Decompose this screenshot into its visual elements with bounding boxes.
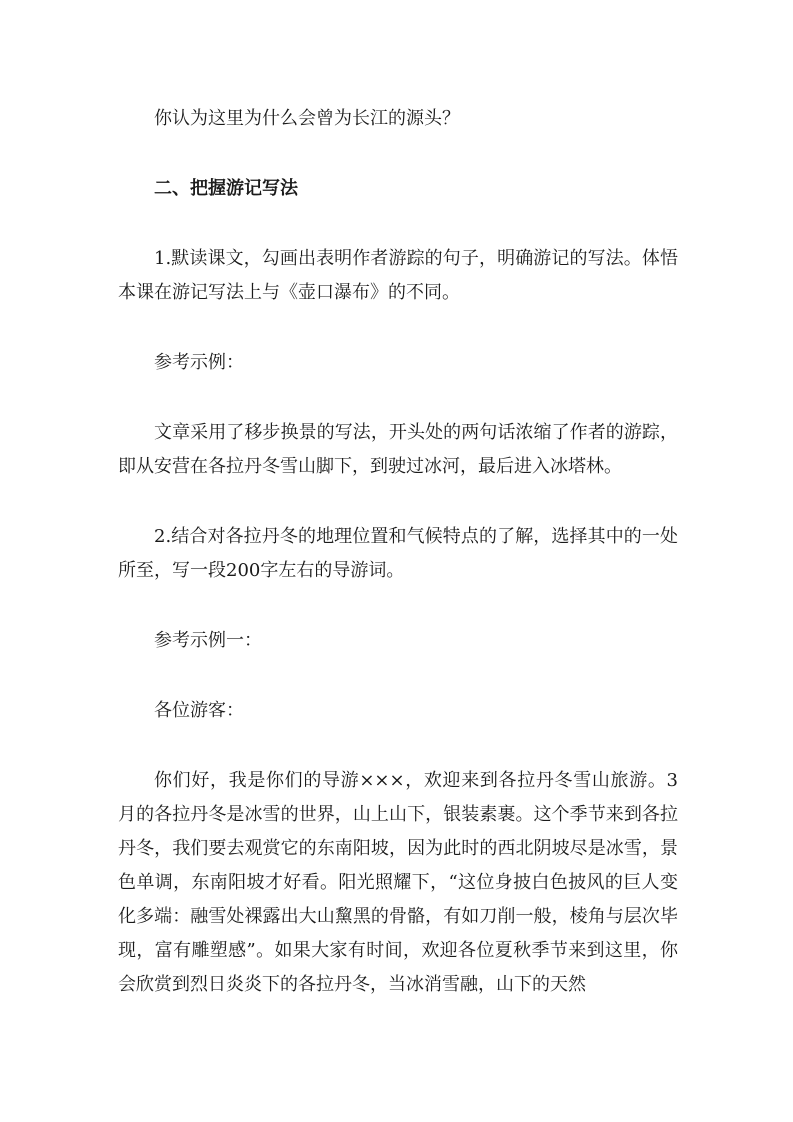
paragraph-greeting: 各位游客：	[154, 700, 244, 721]
paragraph-example-answer: 文章采用了移步换景的写法，开头处的两句话浓缩了作者的游踪，即从安营在各拉丹冬雪山脚下，到驶过冰河，最后进入冰塔林。	[118, 422, 678, 477]
paragraph-example-label: 参考示例：	[154, 352, 244, 373]
section-heading: 二、把握游记写法	[154, 178, 298, 199]
paragraph-guide-speech: 你们好，我是你们的导游×××，欢迎来到各拉丹冬雪山旅游。3月的各拉丹冬是冰雪的世界，山上山下，银装素裹。这个季节来到各拉丹冬，我们要去观赏它的东南阳坡，因为此时的西北阴坡尽是冰雪，景色单调，东南阳坡才好看。阳光照耀下，“这位身披白色披风的巨人变化多端：融雪处裸露出大山黧黑的骨骼，有如刀削一般，棱角与层次毕现，富有雕塑感”。如果大家有时间，欢迎各位夏秋季节来到这里，你会欣赏到烈日炎炎下的各拉丹冬，当冰消雪融，山下的天然	[118, 770, 678, 995]
paragraph-task-1: 1.默读课文，勾画出表明作者游踪的句子，明确游记的写法。体悟本课在游记写法上与《壶口瀑布》的不同。	[118, 248, 678, 303]
paragraph-task-2: 2.结合对各拉丹冬的地理位置和气候特点的了解，选择其中的一处所至，写一段200字左右的导游词。	[118, 526, 678, 581]
paragraph-example-one-label: 参考示例一：	[154, 630, 262, 651]
paragraph-question: 你认为这里为什么会曾为长江的源头？	[154, 108, 460, 129]
